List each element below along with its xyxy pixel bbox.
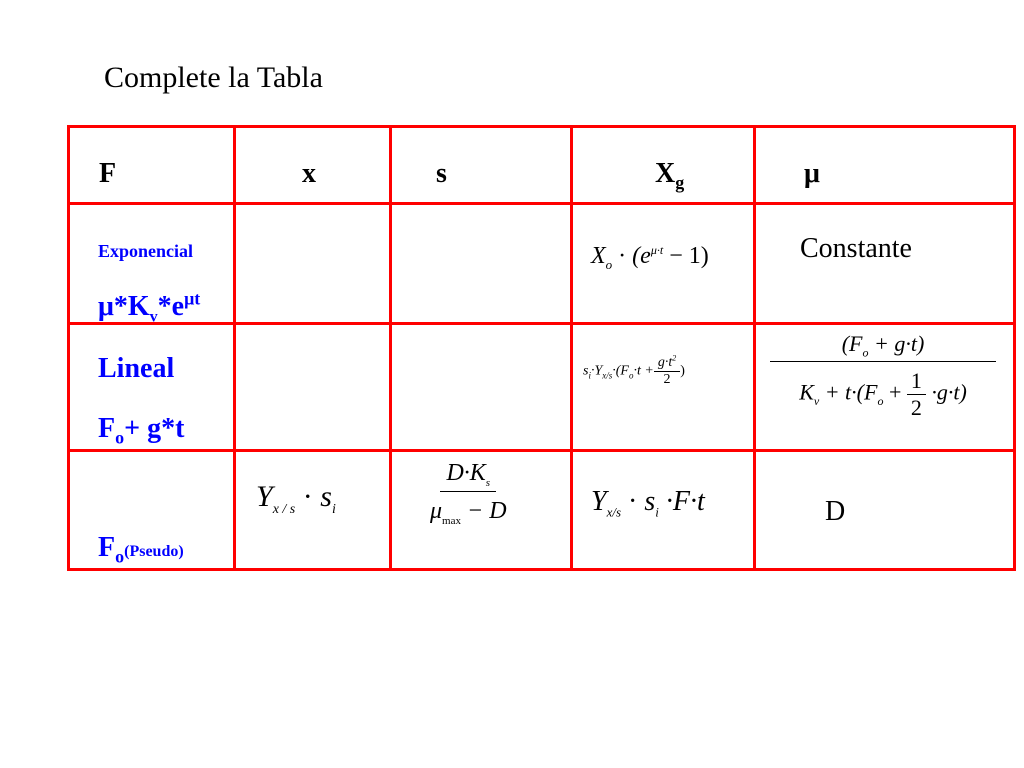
formula-exponencial-xg: $X_o \cdot (e^{\mu\cdot t} - 1)$ <box>591 243 709 272</box>
cell-exponencial-x <box>235 204 391 324</box>
row-name-lineal: Lineal <box>98 353 175 384</box>
formula-pseudo-xg: $Y_{x/s} \cdot s_i \cdot F\cdot t$ <box>591 486 705 520</box>
row-name-pseudo: $F_o(Pseudo)$ <box>98 532 184 567</box>
header-s: s <box>436 158 447 189</box>
cell-lineal-s <box>391 324 572 451</box>
cell-pseudo-xg <box>572 451 755 570</box>
slide-title: Complete la Tabla <box>104 61 323 94</box>
row-label-pseudo <box>69 451 235 570</box>
header-mu: μ <box>804 158 820 189</box>
row-formula-exponencial: $\mu*K_v*e^{\mu t}$ <box>98 288 201 326</box>
header-cell-F <box>69 127 235 204</box>
row-label-lineal <box>69 324 235 451</box>
cell-lineal-xg <box>572 324 755 451</box>
table-row-pseudo <box>69 451 1015 570</box>
cell-exponencial-s <box>391 204 572 324</box>
cell-exponencial-xg <box>572 204 755 324</box>
formula-table <box>67 125 1016 571</box>
header-cell-s <box>391 127 572 204</box>
header-x: x <box>302 158 316 189</box>
mu-pseudo: D <box>825 496 846 527</box>
mu-exponencial: Constante <box>800 233 912 264</box>
table-row-exponencial <box>69 204 1015 324</box>
header-cell-Xg <box>572 127 755 204</box>
formula-pseudo-s: $\frac{D\cdot K_s}{\mu_{max} - D}$ <box>430 460 507 527</box>
cell-lineal-mu <box>755 324 1015 451</box>
row-name-exponencial: Exponencial <box>98 241 194 261</box>
formula-pseudo-x: $Y_{x / s} \cdot s_i$ <box>256 480 336 517</box>
header-row <box>69 127 1015 204</box>
header-Xg: $X_g$ <box>655 158 685 193</box>
header-cell-x <box>235 127 391 204</box>
row-label-exponencial <box>69 204 235 324</box>
header-F: F <box>99 158 117 189</box>
formula-lineal-xg: $s_i\cdot Y_{x/s}\cdot(F_o\cdot t$ + $\frac{g\cdot t^2}{2}$ ) <box>583 353 685 387</box>
header-cell-mu <box>755 127 1015 204</box>
cell-lineal-x <box>235 324 391 451</box>
formula-lineal-mu: $(F_o + g\cdot t)$ $K_v + t\cdot(F_o$ + $\frac{1}{2}$ ·g·t) <box>770 331 996 421</box>
cell-exponencial-mu <box>755 204 1015 324</box>
cell-pseudo-x <box>235 451 391 570</box>
row-formula-lineal: $F_o+ g*t$ <box>98 413 185 448</box>
table-row-lineal <box>69 324 1015 451</box>
cell-pseudo-s <box>391 451 572 570</box>
cell-pseudo-mu <box>755 451 1015 570</box>
